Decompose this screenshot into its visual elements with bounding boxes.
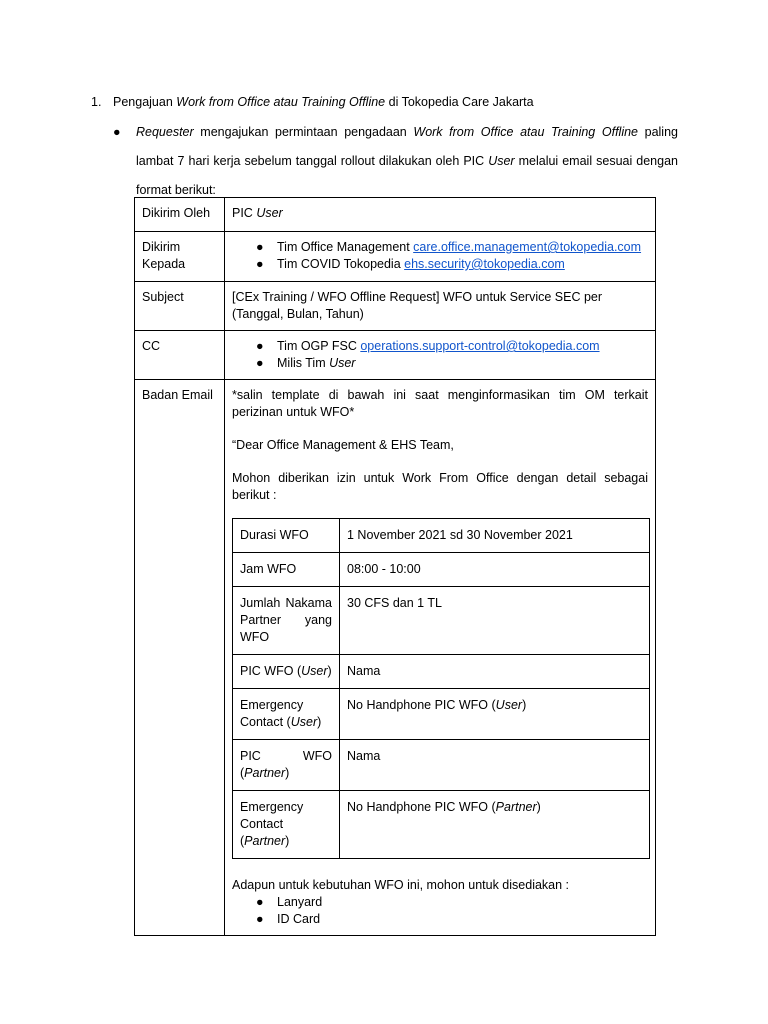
- list-item: ● Milis Tim User: [256, 356, 356, 370]
- table-row: [233, 587, 650, 655]
- email-link[interactable]: ehs.security@tokopedia.com: [404, 257, 565, 271]
- row-label: Dikirim Oleh: [135, 198, 225, 232]
- row-label: CC: [135, 331, 225, 380]
- detail-value: No Handphone PIC WFO (Partner): [340, 791, 650, 859]
- table-row: [135, 380, 656, 936]
- detail-value: No Handphone PIC WFO (User): [340, 689, 650, 740]
- detail-value: 30 CFS dan 1 TL: [340, 587, 650, 655]
- detail-key: Emergency Contact (Partner): [233, 791, 340, 859]
- row-value: PIC User: [225, 198, 656, 232]
- email-format-table: [134, 197, 656, 936]
- detail-value: Nama: [340, 740, 650, 791]
- needs-text: Adapun untuk kebutuhan WFO ini, mohon untuk disediakan :: [232, 878, 570, 892]
- table-row: [233, 689, 650, 740]
- table-row: [135, 232, 656, 282]
- email-link[interactable]: operations.support-control@tokopedia.com: [360, 339, 600, 353]
- table-row: [233, 740, 650, 791]
- intro-paragraph: ● Requester mengajukan permintaan pengadaan Work from Office atau Training Offline paling lambat 7 hari kerja sebelum tanggal rollout dilakukan oleh PIC User melalui email sesuai dengan format berikut:: [113, 118, 678, 205]
- detail-key: Jumlah Nakama Partner yang WFO: [233, 587, 340, 655]
- wfo-detail-table: [232, 518, 650, 859]
- detail-key: Durasi WFO: [233, 519, 340, 553]
- row-value: [CEx Training / WFO Offline Request] WFO untuk Service SEC per (Tanggal, Bulan, Tahun): [225, 282, 656, 331]
- request-text: Mohon diberikan izin untuk Work From Office dengan detail sebagai berikut :: [232, 471, 648, 502]
- list-item: ● Tim COVID Tokopedia ehs.security@tokopedia.com: [256, 257, 565, 271]
- row-label: Badan Email: [135, 380, 225, 936]
- bullet-icon: ●: [256, 895, 264, 909]
- list-item: ● Tim OGP FSC operations.support-control@tokopedia.com: [256, 339, 600, 353]
- list-item: ● Lanyard: [256, 895, 323, 909]
- table-row: [135, 282, 656, 331]
- bullet-icon: ●: [256, 339, 264, 353]
- bullet-icon: ●: [256, 257, 264, 271]
- template-note: *salin template di bawah ini saat menginformasikan tim OM terkait perizinan untuk WFO*: [232, 388, 648, 419]
- email-link[interactable]: care.office.management@tokopedia.com: [413, 240, 642, 254]
- row-value: [225, 232, 656, 282]
- detail-key: PIC WFO (User): [233, 655, 340, 689]
- list-item: ● ID Card: [256, 912, 321, 926]
- detail-value: Nama: [340, 655, 650, 689]
- list-item: ● Tim Office Management care.office.management@tokopedia.com: [256, 240, 642, 254]
- email-body: [225, 380, 656, 936]
- bullet-icon: ●: [256, 356, 264, 370]
- detail-key: Emergency Contact (User): [233, 689, 340, 740]
- table-row: [233, 553, 650, 587]
- table-row: [233, 519, 650, 553]
- table-row: [135, 331, 656, 380]
- table-row: [135, 198, 656, 232]
- greeting: “Dear Office Management & EHS Team,: [232, 438, 454, 452]
- detail-value: 1 November 2021 sd 30 November 2021: [340, 519, 650, 553]
- row-value: [225, 331, 656, 380]
- detail-key: PIC WFO (Partner): [233, 740, 340, 791]
- row-label: Dikirim Kepada: [135, 232, 225, 282]
- bullet-icon: ●: [256, 912, 264, 926]
- row-label: Subject: [135, 282, 225, 331]
- detail-key: Jam WFO: [233, 553, 340, 587]
- table-row: [233, 655, 650, 689]
- bullet-icon: ●: [113, 125, 121, 139]
- section-heading: 1. Pengajuan Work from Office atau Training Offline di Tokopedia Care Jakarta: [91, 95, 534, 109]
- detail-value: 08:00 - 10:00: [340, 553, 650, 587]
- table-row: [233, 791, 650, 859]
- bullet-icon: ●: [256, 240, 264, 254]
- section-number: 1.: [91, 95, 102, 109]
